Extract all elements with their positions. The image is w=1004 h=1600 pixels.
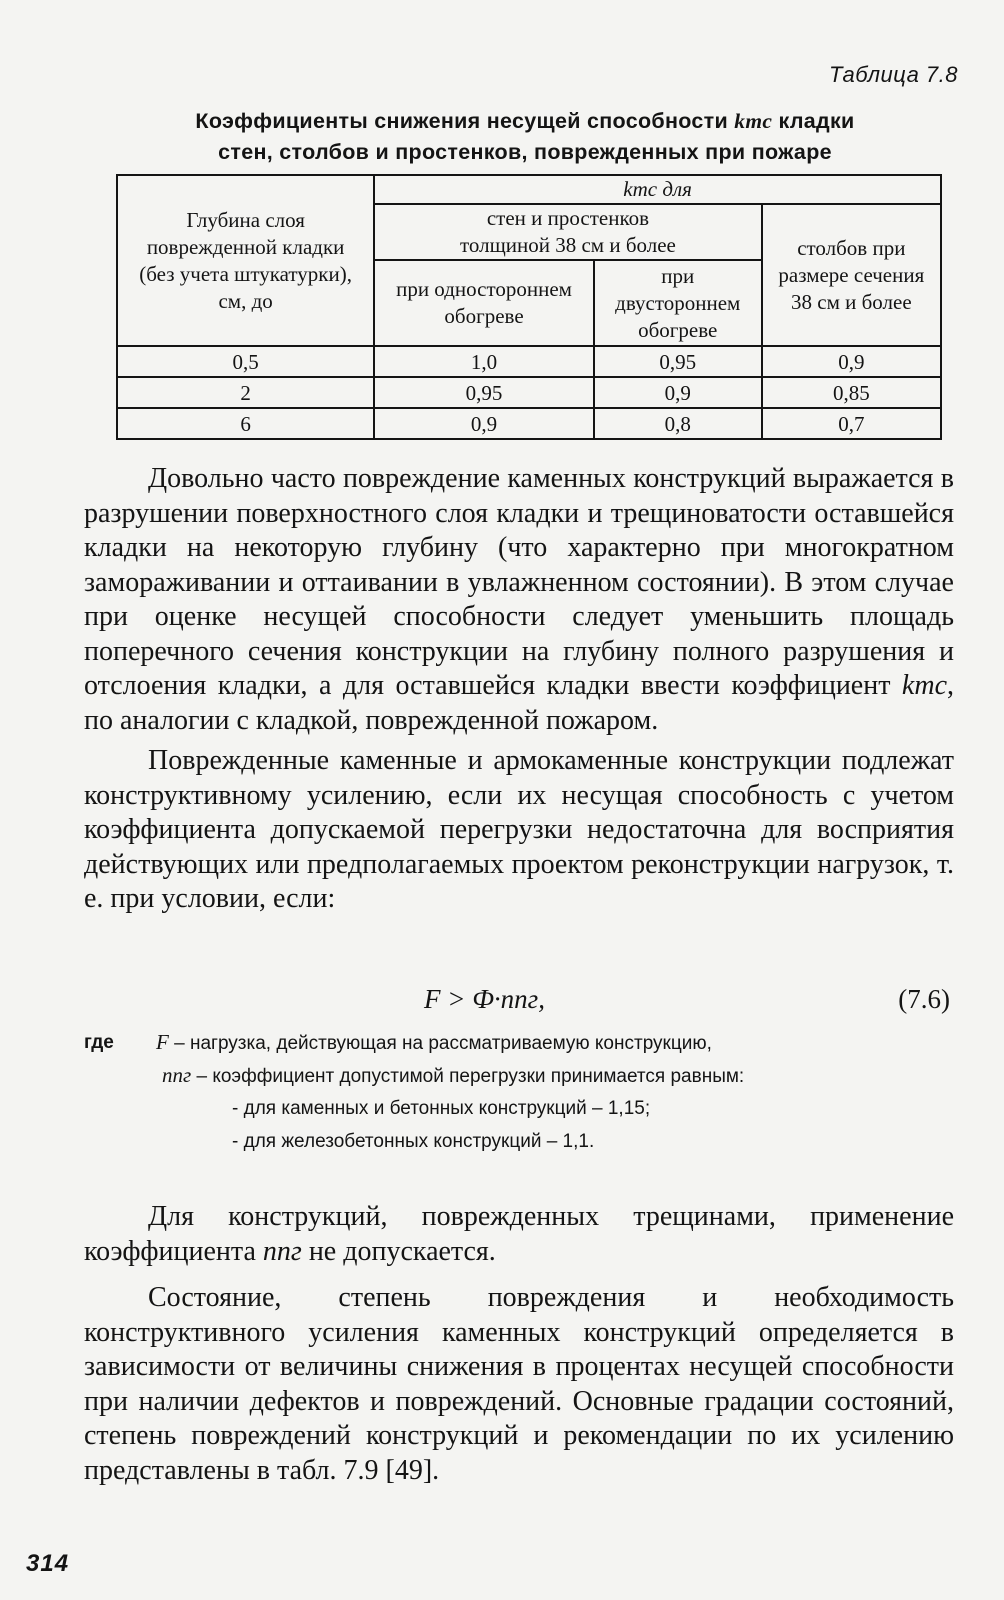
cell-depth: 0,5 (117, 346, 374, 377)
cell-columns: 0,7 (762, 408, 941, 439)
definition-n (162, 1059, 744, 1093)
formula-definitions (84, 1026, 954, 1158)
table-title-line2: стен, столбов и простенков, поврежденных при пожаре (218, 140, 832, 164)
formula-expression: F > Ф·nпг, (424, 984, 545, 1014)
cell-two-side: 0,95 (594, 346, 762, 377)
cell-two-side: 0,8 (594, 408, 762, 439)
where-label: где (84, 1032, 114, 1053)
table-number-label: Таблица 7.8 (829, 62, 958, 87)
paragraph-4: Состояние, степень повреждения и необходимость конструктивного усиления каменных конструкций определяется в зависимости от величины снижения в процентах несущей способности при наличии дефектов и повреждений. Основные градации состояний, степень повреждений конструкций и рекомендации по их усилению представлены в табл. 7.9 [49]. (84, 1282, 954, 1486)
paragraph-1-text-end: , по аналогии с кладкой, поврежденной пожаром. (84, 670, 954, 736)
cell-columns: 0,9 (762, 346, 941, 377)
table-row (117, 346, 941, 377)
body-text-block-1 (84, 462, 954, 917)
n-symbol: nпг (162, 1063, 192, 1087)
body-text-block-2 (84, 1200, 954, 1488)
f-symbol: F (156, 1030, 169, 1054)
n-symbol-inline: nпг (262, 1235, 302, 1267)
header-columns: столбов при размере сечения 38 см и более (762, 204, 941, 346)
table-title-text: Коэффициенты снижения несущей способности (195, 109, 735, 133)
header-depth: Глубина слоя поврежденной кладки (без учета штукатурки), см, до (117, 175, 374, 346)
paragraph-3 (84, 1200, 954, 1269)
table-title (100, 106, 950, 168)
cell-two-side: 0,9 (594, 377, 762, 408)
header-one-side-heating: при одностороннем обогреве (374, 260, 594, 346)
formula-number: (7.6) (898, 984, 950, 1014)
paragraph-2: Поврежденные каменные и армокаменные конструкции подлежат конструктивному усилению, если их несущая способность с учетом коэффициента допускаемой перегрузки недостаточна для восприятия действующих или предполагаемых проектом реконструкции нагрузок, т. е. при условии, если: (84, 745, 954, 914)
table-row (117, 377, 941, 408)
cell-depth: 2 (117, 377, 374, 408)
definition-f (156, 1026, 712, 1060)
paragraph-3-text: Для конструкций, поврежденных трещинами, применение коэффициента (84, 1201, 954, 1267)
formula-7-6 (84, 984, 950, 1020)
definition-item-2: - для железобетонных конструкций – 1,1. (232, 1131, 595, 1152)
page-number: 314 (26, 1550, 70, 1577)
paragraph-3-text-end: не допускается. (301, 1235, 496, 1267)
coefficient-symbol: kтс (734, 109, 773, 133)
cell-depth: 6 (117, 408, 374, 439)
paragraph-1 (84, 462, 954, 738)
table-row (117, 408, 941, 439)
header-two-side-heating: при двустороннем обогреве (594, 260, 762, 346)
cell-one-side: 0,9 (374, 408, 594, 439)
header-walls: стен и простенков толщиной 38 см и более (374, 204, 761, 260)
kmc-symbol: kmc (901, 670, 947, 701)
cell-columns: 0,85 (762, 377, 941, 408)
n-definition: – коэффициент допустимой перегрузки принимается равным: (191, 1066, 745, 1087)
cell-one-side: 1,0 (374, 346, 594, 377)
coefficient-table (116, 174, 942, 440)
definition-item-1: - для каменных и бетонных конструкций – 1,15; (232, 1098, 651, 1119)
cell-one-side: 0,95 (374, 377, 594, 408)
paragraph-1-text: Довольно часто повреждение каменных конструкций выражается в разрушении поверхностного слоя кладки и трещиноватости оставшейся кладки на некоторую глубину (что характерно при многократном замораживании и оттаивании в увлажненном состоянии). В этом случае при оценке несущей способности следует уменьшить площадь поперечного сечения конструкции на глубину полного разрушения и отслоения кладки, а для оставшейся кладки ввести коэффициент (84, 463, 954, 701)
table-title-text-end: кладки (772, 109, 855, 133)
header-kmc: kтс для (374, 175, 941, 204)
f-definition: – нагрузка, действующая на рассматриваемую конструкцию, (168, 1033, 712, 1054)
